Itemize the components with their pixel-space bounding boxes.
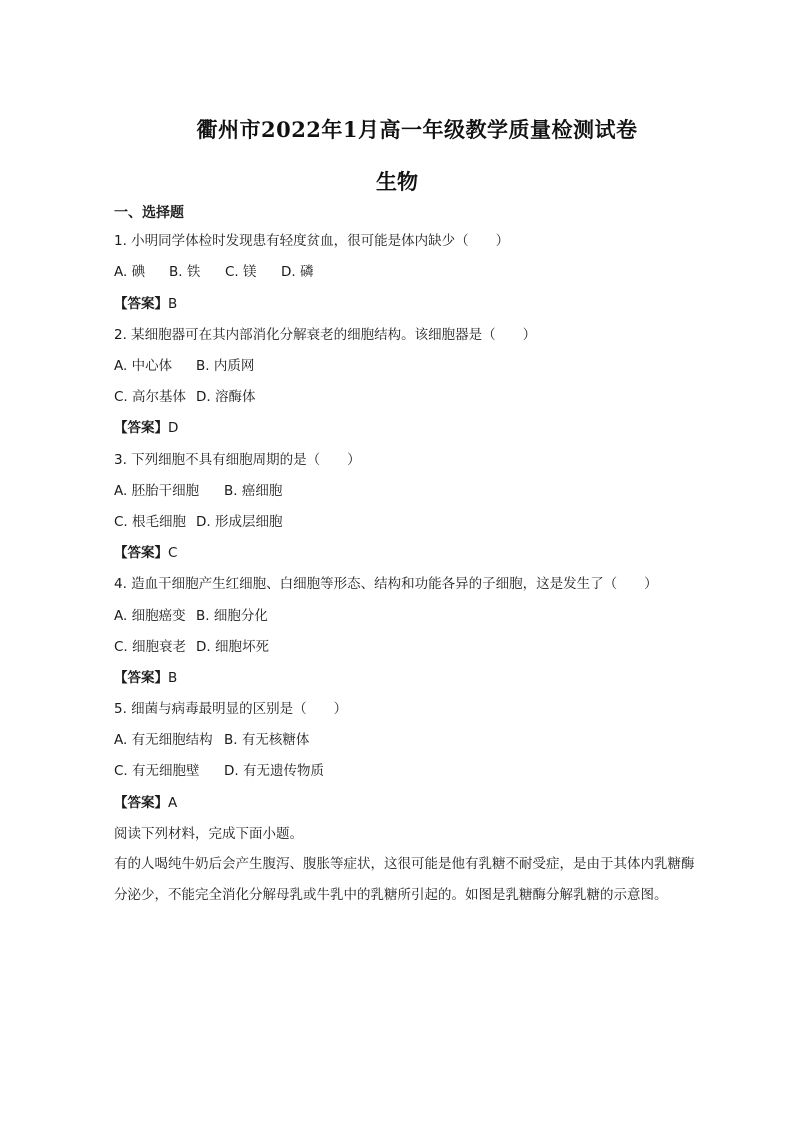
- question-5-answer: [114, 794, 177, 812]
- answer-tag: 【答案】: [114, 296, 168, 312]
- option-c: C. 根毛细胞: [114, 514, 187, 530]
- option-a: A. 细胞癌变: [114, 608, 186, 624]
- question-4-options-row-2: [114, 638, 269, 656]
- option-c: C. 细胞衰老: [114, 639, 187, 655]
- answer-value: C: [168, 545, 178, 561]
- option-d: D. 磷: [281, 264, 314, 280]
- reading-intro: 阅读下列材料，完成下面小题。: [114, 826, 303, 842]
- option-b: B. 癌细胞: [224, 483, 283, 499]
- option-b: B. 有无核糖体: [224, 732, 310, 748]
- question-3-options-row-2: [114, 513, 282, 531]
- question-3-options-row-1: [114, 482, 282, 500]
- question-1-answer: [114, 295, 177, 313]
- question-2-options-row-1: [114, 357, 254, 375]
- page-subtitle: 生物: [376, 169, 418, 194]
- answer-value: D: [168, 420, 179, 436]
- question-4-answer: [114, 669, 177, 687]
- question-5-stem: 5. 细菌与病毒最明显的区别是（ ）: [114, 701, 348, 717]
- option-a: A. 中心体: [114, 358, 173, 374]
- option-d: D. 溶酶体: [196, 389, 256, 405]
- question-4-options-row-1: [114, 607, 268, 625]
- answer-value: A: [168, 795, 178, 811]
- answer-value: B: [168, 296, 178, 312]
- answer-tag: 【答案】: [114, 795, 168, 811]
- question-1-options: [114, 263, 313, 281]
- question-3-answer: [114, 544, 177, 562]
- answer-tag: 【答案】: [114, 545, 168, 561]
- answer-tag: 【答案】: [114, 670, 168, 686]
- question-2-answer: [114, 419, 178, 437]
- option-c: C. 有无细胞壁: [114, 763, 200, 779]
- option-c: C. 高尔基体: [114, 389, 187, 405]
- option-b: B. 铁: [169, 264, 201, 280]
- question-5-options-row-1: [114, 731, 309, 749]
- question-4-stem: 4. 造血干细胞产生红细胞、白细胞等形态、结构和功能各异的子细胞，这是发生了（ ）: [114, 576, 658, 592]
- question-3-stem: 3. 下列细胞不具有细胞周期的是（ ）: [114, 452, 361, 468]
- reading-paragraph: 有的人喝纯牛奶后会产生腹泻、腹胀等症状，这很可能是他有乳糖不耐受症，是由于其体内乳糖酶分泌少，不能完全消化分解母乳或牛乳中的乳糖所引起的。如图是乳糖酶分解乳糖的示意图。: [114, 856, 695, 903]
- option-b: B. 细胞分化: [196, 608, 268, 624]
- question-2-stem: 2. 某细胞器可在其内部消化分解衰老的细胞结构。该细胞器是（ ）: [114, 327, 537, 343]
- option-a: A. 胚胎干细胞: [114, 483, 200, 499]
- option-a: A. 有无细胞结构: [114, 732, 213, 748]
- question-2-options-row-2: [114, 388, 255, 406]
- option-b: B. 内质网: [196, 358, 255, 374]
- option-c: C. 镁: [225, 264, 257, 280]
- question-1-stem: 1. 小明同学体检时发现患有轻度贫血，很可能是体内缺少（ ）: [114, 233, 510, 249]
- answer-value: B: [168, 670, 178, 686]
- option-d: D. 形成层细胞: [196, 514, 283, 530]
- page-title: 衢州市2022年1月高一年级教学质量检测试卷: [196, 117, 638, 142]
- option-a: A. 碘: [114, 264, 146, 280]
- option-d: D. 细胞坏死: [196, 639, 269, 655]
- option-d: D. 有无遗传物质: [224, 763, 324, 779]
- section-heading: 一、选择题: [114, 205, 184, 221]
- answer-tag: 【答案】: [114, 420, 168, 436]
- question-5-options-row-2: [114, 762, 324, 780]
